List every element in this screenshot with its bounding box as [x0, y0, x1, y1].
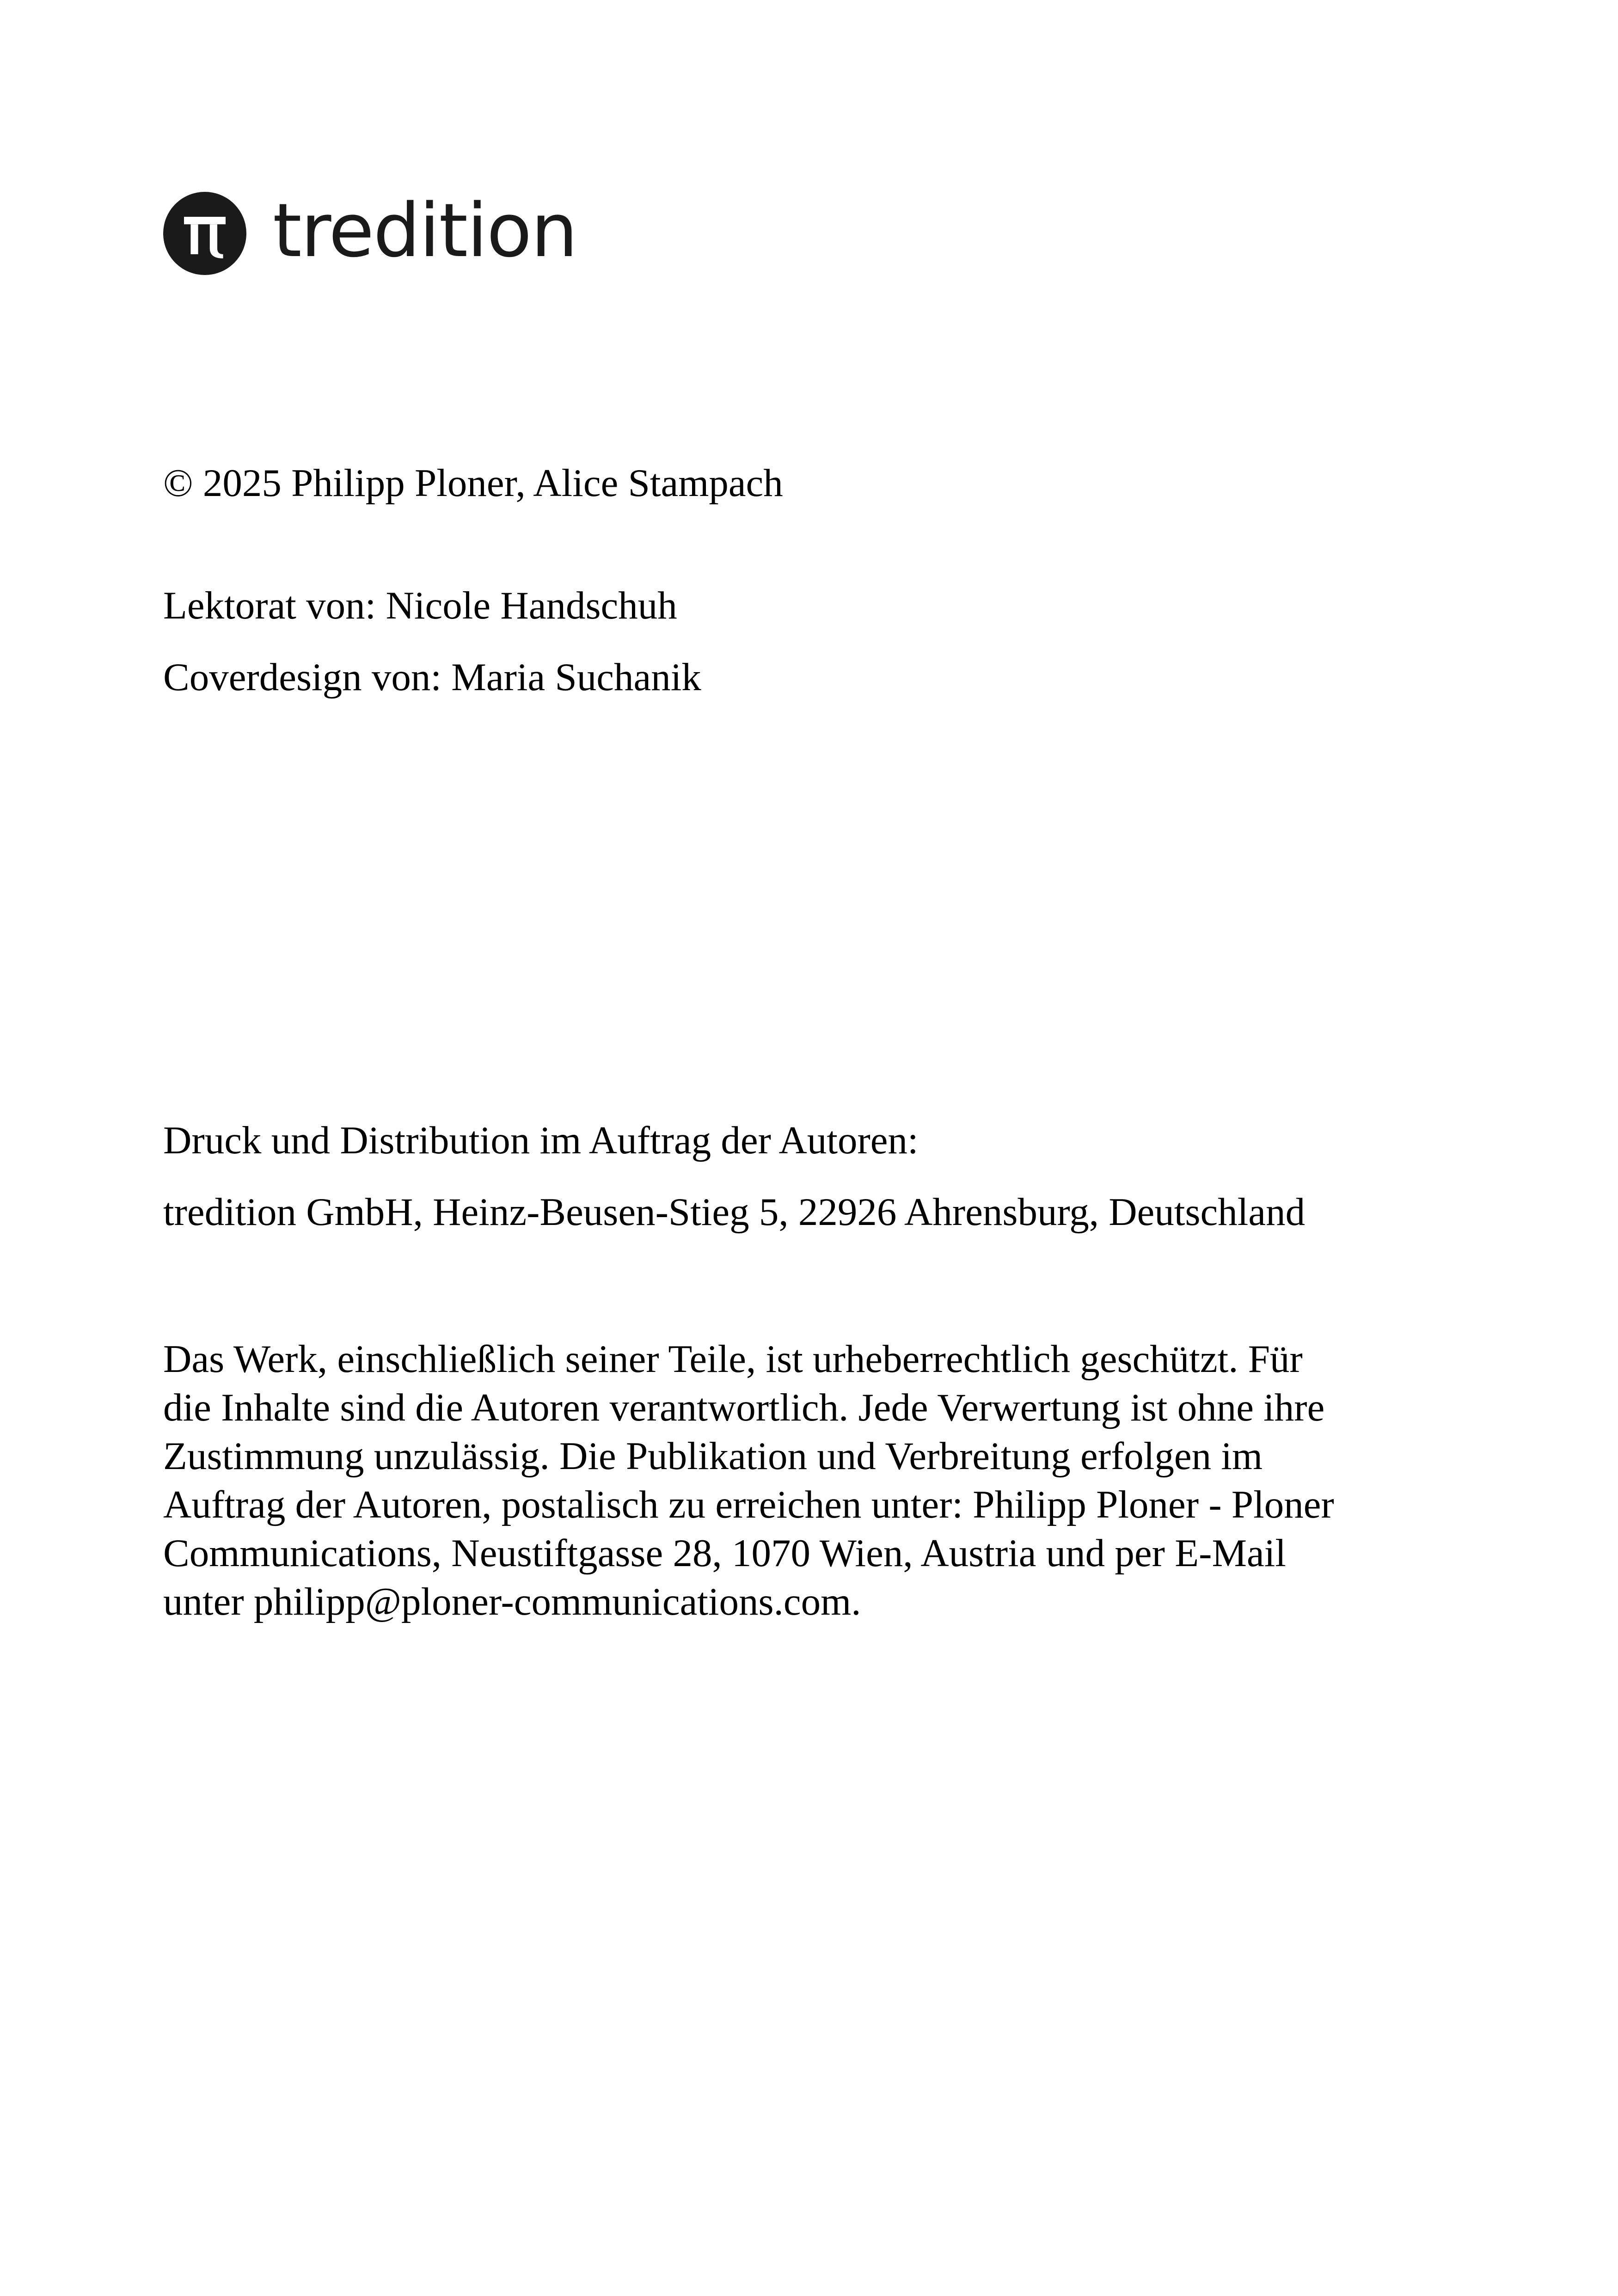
print-distribution-heading: Druck und Distribution im Auftrag der Autoren:: [163, 1119, 919, 1162]
copyright-notice: [163, 1335, 1476, 1626]
editing-credit: Lektorat von: Nicole Handschuh: [163, 584, 677, 627]
notice-line: Zustimmung unzulässig. Die Publikation und Verbreitung erfolgen im: [163, 1434, 1263, 1478]
publisher-address: tredition GmbH, Heinz-Beusen-Stieg 5, 22926 Ahrensburg, Deutschland: [163, 1190, 1305, 1234]
copyright-line: © 2025 Philipp Ploner, Alice Stampach: [163, 461, 783, 505]
cover-design-credit: Coverdesign von: Maria Suchanik: [163, 655, 701, 699]
notice-line: Auftrag der Autoren, postalisch zu erreichen unter: Philipp Ploner - Ploner: [163, 1483, 1334, 1526]
notice-line: Das Werk, einschließlich seiner Teile, ist urheberrechtlich geschützt. Für: [163, 1337, 1303, 1381]
tredition-logo-icon: [163, 192, 246, 275]
notice-line: unter philipp@ploner-communications.com.: [163, 1580, 861, 1623]
notice-line: die Inhalte sind die Autoren verantwortlich. Jede Verwertung ist ohne ihre: [163, 1386, 1325, 1429]
publisher-logo: [163, 187, 577, 275]
notice-line: Communications, Neustiftgasse 28, 1070 Wien, Austria und per E-Mail: [163, 1531, 1286, 1575]
logo-wordmark: tredition: [273, 187, 577, 274]
